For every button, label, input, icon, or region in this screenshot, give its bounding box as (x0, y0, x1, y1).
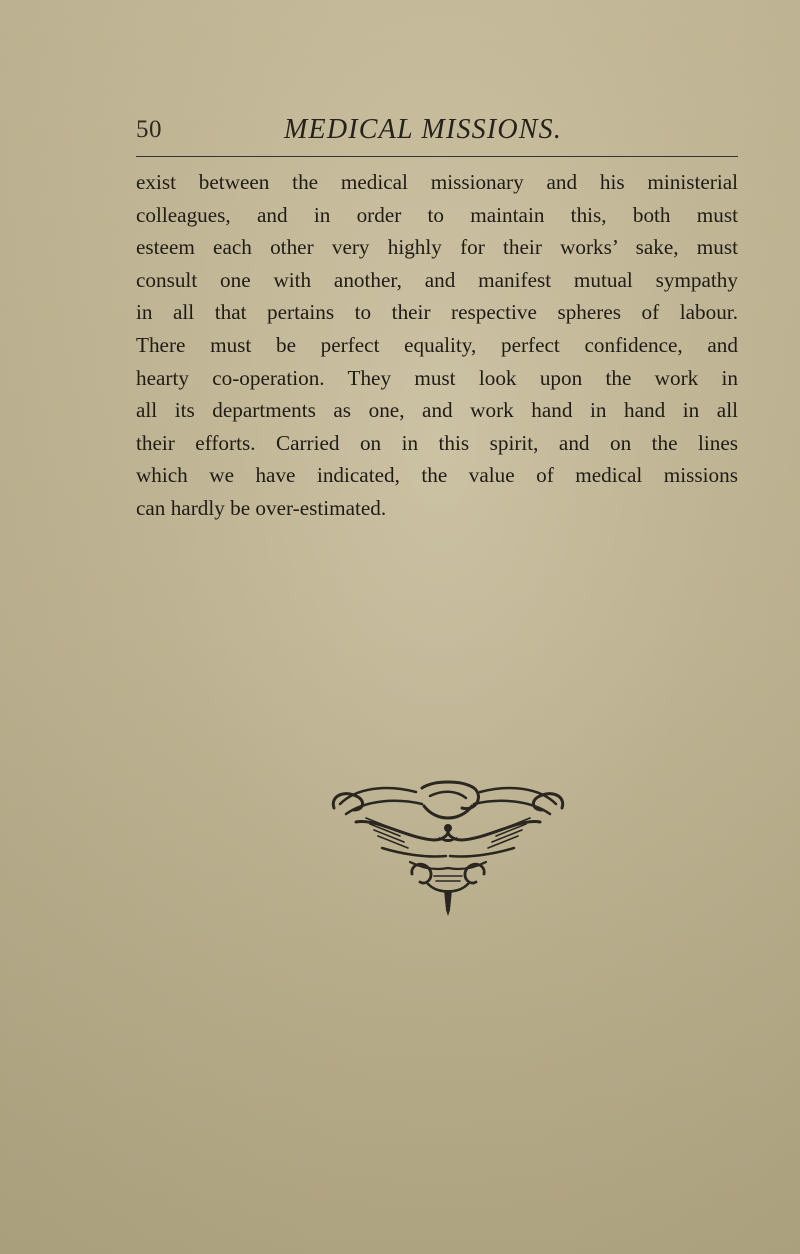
text-line: hearty co-operation. They must look upon the work in (136, 365, 738, 390)
page-number: 50 (136, 116, 162, 143)
text-line: There must be perfect equality, perfect confidence, and (136, 332, 738, 357)
text-line: which we have indicated, the value of medical missions (136, 463, 738, 488)
running-head-title: MEDICAL MISSIONS. (284, 114, 563, 145)
text-line: in all that pertains to their respective spheres of labour. (136, 300, 738, 325)
text-line: their efforts. Carried on in this spirit, and on the lines (136, 430, 738, 455)
text-line: exist between the medical missionary and his ministerial (136, 170, 738, 194)
running-head (136, 104, 738, 157)
text-line: can hardly be over-estimated. (136, 495, 387, 520)
tailpiece-ornament-icon (326, 778, 570, 918)
text-line: consult one with another, and manifest mutual sympathy (136, 267, 738, 292)
text-line: all its departments as one, and work hand in hand in all (136, 398, 738, 423)
body-paragraph (136, 166, 738, 525)
text-line: colleagues, and in order to maintain this, both must (136, 202, 738, 227)
text-line: esteem each other very highly for their works’ sake, must (136, 235, 738, 260)
